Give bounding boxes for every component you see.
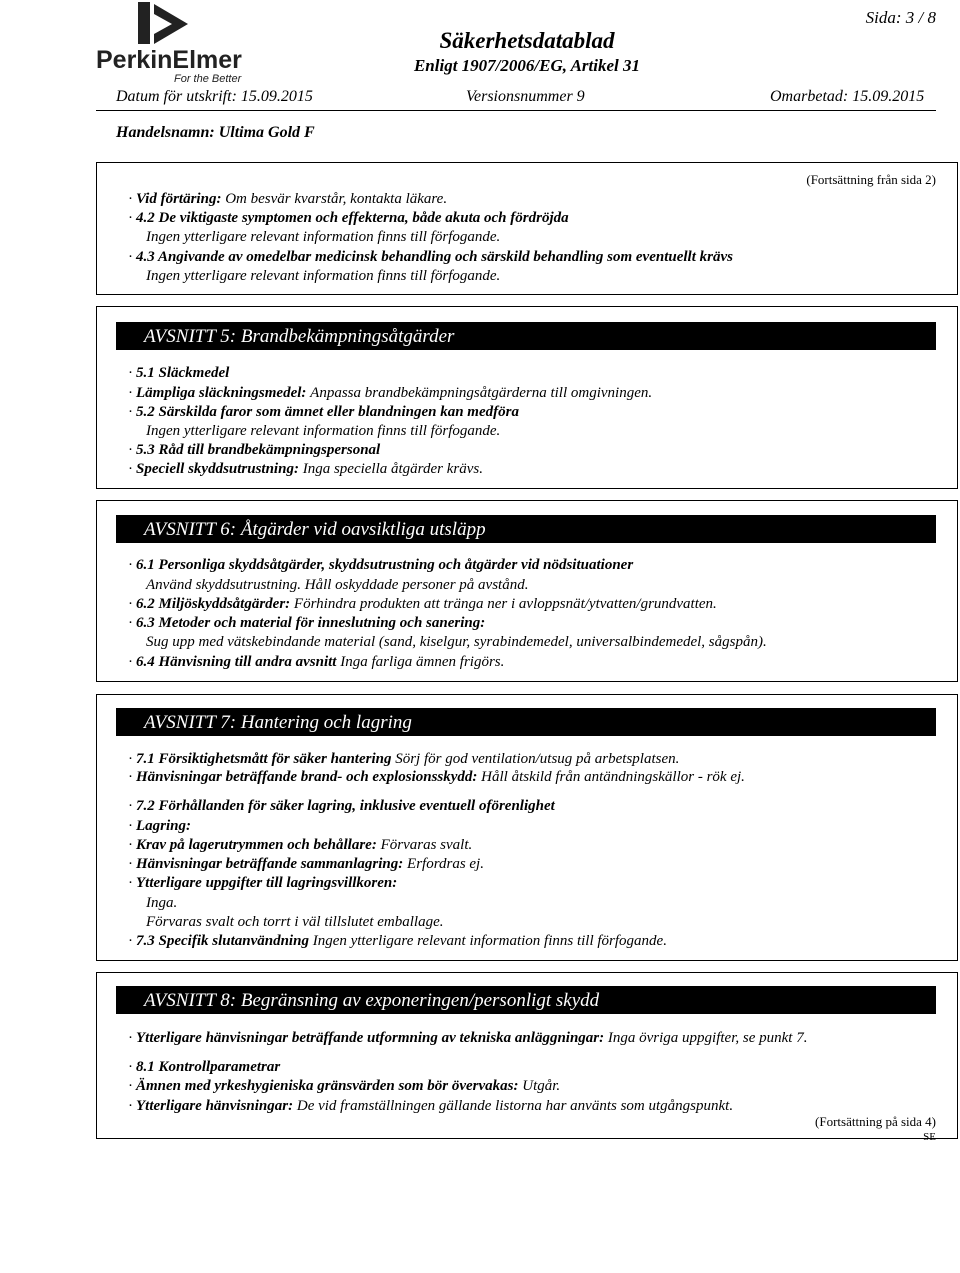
heading-8-1: 8.1 Kontrollparametrar <box>136 1059 281 1075</box>
heading-7-2: 7.2 Förhållanden för säker lagring, inklusive eventuell oförenlighet <box>136 798 555 814</box>
continued-on-note: (Fortsättning på sida 4) <box>815 1114 936 1129</box>
heading-6-2: 6.2 Miljöskyddsåtgärder: <box>136 596 291 612</box>
heading-6-3: 6.3 Metoder och material för inneslutning och sanering: <box>136 615 486 631</box>
revised-date: Omarbetad: 15.09.2015 <box>770 88 925 105</box>
header-rule <box>96 110 936 111</box>
heading-4-2: 4.2 De viktigaste symptomen och effekterna, både akuta och fördröjda <box>136 210 569 226</box>
heading-5-1: 5.1 Släckmedel <box>136 365 230 381</box>
logo-tagline: For the Better <box>174 73 242 84</box>
heading-6-1: 6.1 Personliga skyddsåtgärder, skyddsutrustning och åtgärder vid nödsituationer <box>136 557 634 573</box>
page-number: Sida: 3 / 8 <box>865 8 936 27</box>
document-title: Säkerhetsdatablad <box>439 28 615 53</box>
trade-name: Handelsnamn: Ultima Gold F <box>116 124 315 141</box>
section-6-title: AVSNITT 6: Åtgärder vid oavsiktliga utsläpp <box>116 515 936 543</box>
continued-from-note: (Fortsättning från sida 2) <box>806 172 936 187</box>
heading-7-3: 7.3 Specifik slutanvändning <box>136 933 309 949</box>
section-8-title: AVSNITT 8: Begränsning av exponeringen/personligt skydd <box>116 986 936 1014</box>
heading-4-3: 4.3 Angivande av omedelbar medicinsk behandling och särskild behandling som eventuellt krävs <box>136 249 733 265</box>
version-number: Versionsnummer 9 <box>466 88 585 105</box>
heading-5-2: 5.2 Särskilda faror som ämnet eller blandningen kan medföra <box>136 404 519 420</box>
heading-7-1: 7.1 Försiktighetsmått för säker hantering <box>136 751 392 767</box>
label-ingestion: Vid förtäring: <box>136 191 222 207</box>
heading-5-3: 5.3 Råd till brandbekämpningspersonal <box>136 442 381 458</box>
section-7-title: AVSNITT 7: Hantering och lagring <box>116 708 936 736</box>
language-code: SE <box>923 1131 936 1143</box>
logo-wordmark: PerkinElmer <box>96 46 242 74</box>
document-subtitle: Enligt 1907/2006/EG, Artikel 31 <box>413 56 641 75</box>
print-date: Datum för utskrift: 15.09.2015 <box>116 88 313 105</box>
section-5-title: AVSNITT 5: Brandbekämpningsåtgärder <box>116 322 936 350</box>
heading-6-4: 6.4 Hänvisning till andra avsnitt <box>136 654 337 670</box>
